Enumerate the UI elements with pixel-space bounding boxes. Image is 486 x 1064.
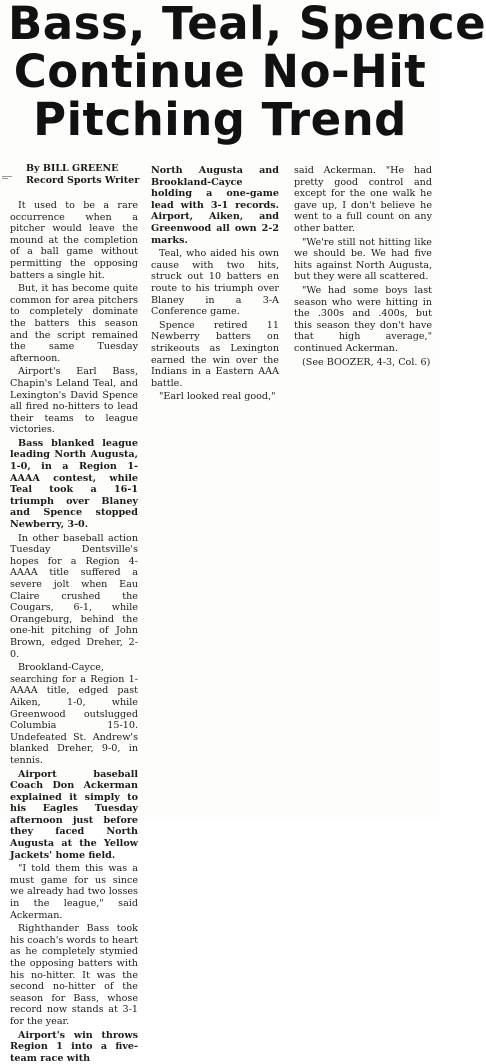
article-column-2 [151, 165, 279, 403]
byline-author: By BILL GREENE [26, 163, 119, 174]
paragraph: Airport's win throws Region 1 into a five-team race with [10, 1029, 138, 1064]
margin-mark [2, 176, 12, 177]
article-column-1 [10, 200, 138, 1064]
headline-line-3: Pitching Trend [33, 93, 407, 146]
headline-line-2: Continue No-Hit [13, 45, 427, 98]
paragraph: Bass blanked league leading North Augusta, 1-0, in a Region 1-AAAA contest, while Teal took a 16-1 triumph over Blaney and Spence stopped Newberry, 3-0. [10, 437, 138, 531]
paragraph: It used to be a rare occurrence when a pitcher would leave the mound at the completion of a ball game without permitting the opposing batters a single hit. [10, 200, 138, 281]
margin-mark [2, 178, 8, 179]
headline [8, 0, 486, 146]
byline-block [14, 163, 142, 187]
article-column-3 [294, 165, 432, 368]
paragraph: Teal, who aided his own cause with two hits, struck out 10 batters en route to his triumph over Blaney in a 3-A Conference game. [151, 248, 279, 318]
headline-line-1: Bass, Teal, Spence [8, 0, 486, 50]
paragraph: Airport baseball Coach Don Ackerman explained it simply to his Eagles Tuesday afternoon just before they faced North Augusta at the Yellow Jackets' home field. [10, 768, 138, 861]
paragraph: said Ackerman. "He had pretty good control and except for the one walk he gave up, I don't believe he went to a full count on any other batter. [294, 165, 432, 234]
continuation-note: (See BOOZER, 4-3, Col. 6) [302, 356, 431, 368]
byline-title: Record Sports Writer [26, 175, 140, 186]
paragraph: North Augusta and Brookland-Cayce holding a one-game lead with 3-1 records. Airport, Aiken, and Greenwood all own 2-2 marks. [151, 165, 279, 246]
paragraph: But, it has become quite common for area pitchers to completely dominate the batters this season and the script remained the same Tuesday afternoon. [10, 283, 138, 364]
paragraph: "Earl looked real good," [159, 391, 276, 403]
paragraph: Airport's Earl Bass, Chapin's Leland Teal, and Lexington's David Spence all fired no-hitters to lead their teams to league victories. [10, 366, 138, 436]
paragraph: Spence retired 11 Newberry batters on strikeouts as Lexington earned the win over the Indians in a Eastern AAA battle. [151, 319, 279, 389]
paragraph: "We had some boys last season who were hitting in the .300s and .400s, but this season they don't have that high average," continued Ackerman. [294, 284, 432, 354]
paragraph: "We're still not hitting like we should be. We had five hits against North Augusta, but they were all scattered. [294, 236, 432, 283]
paragraph: In other baseball action Tuesday Dentsville's hopes for a Region 4-AAAA title suffered a severe jolt when Eau Claire crushed the Cougars, 6-1, while Orangeburg, behind the one-hit pitching of John Brown, edged Dreher, 2-0. [10, 532, 138, 660]
paragraph: Righthander Bass took his coach's words to heart as he completely stymied the opposing batters with his no-hitter. It was the second no-hitter of the season for Bass, whose record now stands at 3-1 for the year. [10, 923, 138, 1027]
paragraph: Brookland-Cayce, searching for a Region 1-AAAA title, edged past Aiken, 1-0, while Greenwood outslugged Columbia 15-10. Undefeated St. Andrew's blanked Dreher, 9-0, in tennis. [10, 662, 138, 766]
paragraph: "I told them this was a must game for us since we already had two losses in the league," said Ackerman. [10, 863, 138, 921]
